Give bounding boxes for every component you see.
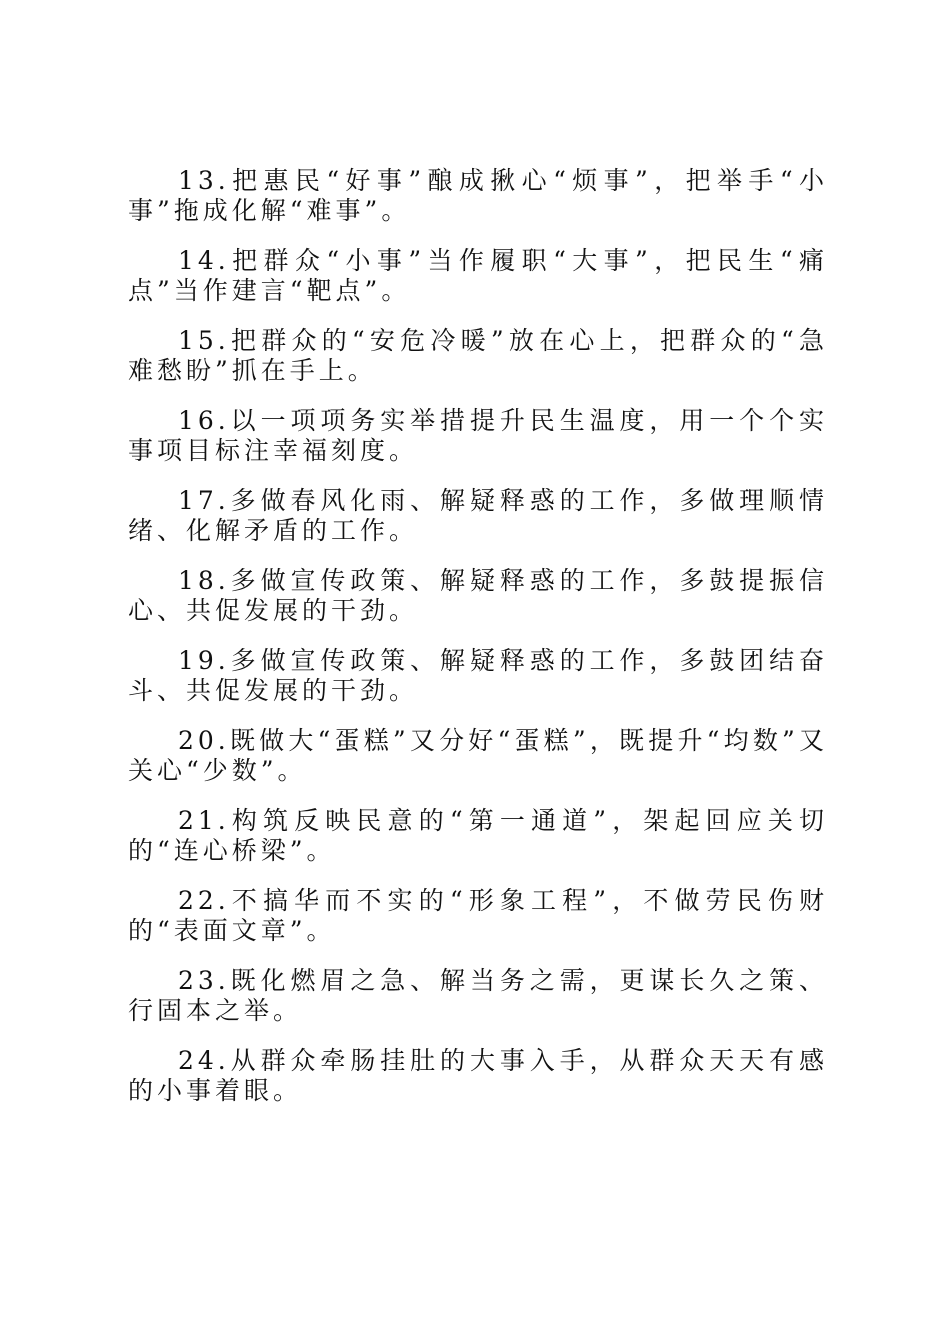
list-item: 13.把惠民“好事”酿成揪心“烦事”，把举手“小事”拖成化解“难事”。 [128, 166, 828, 225]
document-body [128, 166, 828, 1126]
list-item: 14.把群众“小事”当作履职“大事”，把民生“痛点”当作建言“靶点”。 [128, 246, 828, 305]
list-item: 19.多做宣传政策、解疑释惑的工作，多鼓团结奋斗、共促发展的干劲。 [128, 646, 828, 705]
list-item: 17.多做春风化雨、解疑释惑的工作，多做理顺情绪、化解矛盾的工作。 [128, 486, 828, 545]
list-item: 23.既化燃眉之急、解当务之需，更谋长久之策、行固本之举。 [128, 966, 828, 1025]
list-item: 21.构筑反映民意的“第一通道”，架起回应关切的“连心桥梁”。 [128, 806, 828, 865]
list-item: 22.不搞华而不实的“形象工程”，不做劳民伤财的“表面文章”。 [128, 886, 828, 945]
list-item: 24.从群众牵肠挂肚的大事入手，从群众天天有感的小事着眼。 [128, 1046, 828, 1105]
list-item: 15.把群众的“安危冷暖”放在心上，把群众的“急难愁盼”抓在手上。 [128, 326, 828, 385]
list-item: 16.以一项项务实举措提升民生温度，用一个个实事项目标注幸福刻度。 [128, 406, 828, 465]
list-item: 20.既做大“蛋糕”又分好“蛋糕”，既提升“均数”又关心“少数”。 [128, 726, 828, 785]
list-item: 18.多做宣传政策、解疑释惑的工作，多鼓提振信心、共促发展的干劲。 [128, 566, 828, 625]
